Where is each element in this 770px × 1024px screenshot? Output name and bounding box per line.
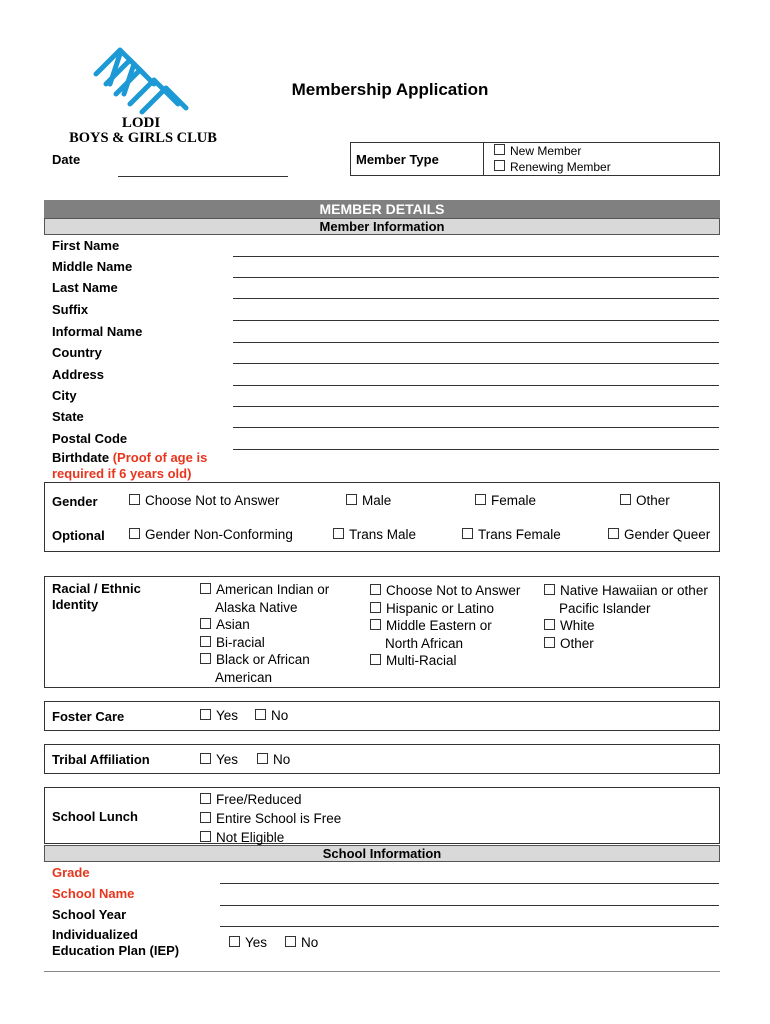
grade-field[interactable] — [220, 883, 719, 884]
biracial-checkbox[interactable]: Bi-racial — [200, 634, 360, 652]
city-field[interactable] — [233, 406, 719, 407]
country-label: Country — [52, 345, 102, 360]
race-choose-not-checkbox[interactable]: Choose Not to Answer — [370, 582, 540, 600]
iep-label: Individualized Education Plan (IEP) — [52, 927, 180, 958]
middle-name-label: Middle Name — [52, 259, 133, 274]
middle-name-field[interactable] — [233, 277, 719, 278]
multi-racial-checkbox[interactable]: Multi-Racial — [370, 652, 540, 670]
gender-choose-not-checkbox[interactable]: Choose Not to Answer — [129, 493, 279, 508]
gender-label: Gender — [52, 494, 98, 509]
foster-care-no-checkbox[interactable]: No — [255, 708, 288, 723]
checkbox-icon — [229, 936, 240, 947]
checkbox-icon — [494, 160, 505, 171]
suffix-label: Suffix — [52, 302, 89, 317]
race-column-1: American Indian or Alaska Native Asian Bi-racial Black or African American — [200, 581, 360, 686]
postal-code-label: Postal Code — [52, 431, 128, 446]
org-name-line1: LODI — [121, 115, 161, 131]
school-lunch-options — [200, 790, 400, 847]
school-lunch-label: School Lunch — [52, 809, 138, 824]
address-field[interactable] — [233, 385, 719, 386]
race-column-2: Choose Not to Answer Hispanic or Latino Middle Eastern or North African Multi-Racial — [370, 582, 540, 670]
member-type-label: Member Type — [356, 152, 439, 167]
gender-non-conforming-checkbox[interactable]: Gender Non-Conforming — [129, 527, 293, 542]
boys-girls-club-hands-logo-icon — [90, 44, 192, 118]
first-name-label: First Name — [52, 238, 120, 253]
address-label: Address — [52, 367, 105, 382]
checkbox-icon — [200, 812, 211, 823]
optional-label: Optional — [52, 528, 105, 543]
suffix-field[interactable] — [233, 320, 719, 321]
gender-male-checkbox[interactable]: Male — [346, 493, 391, 508]
checkbox-icon — [370, 584, 381, 595]
school-year-label: School Year — [52, 907, 127, 922]
checkbox-icon — [200, 793, 211, 804]
school-year-field[interactable] — [220, 926, 719, 927]
foster-care-yes-checkbox[interactable]: Yes — [200, 708, 238, 723]
checkbox-icon — [544, 584, 555, 595]
entire-school-free-checkbox[interactable]: Entire School is Free — [200, 809, 400, 828]
checkbox-icon — [200, 753, 211, 764]
checkbox-icon — [200, 653, 211, 664]
school-name-field[interactable] — [220, 905, 719, 906]
first-name-field[interactable] — [233, 256, 719, 257]
checkbox-icon — [255, 709, 266, 720]
iep-no-checkbox[interactable]: No — [285, 935, 318, 950]
race-column-3: Native Hawaiian or other Pacific Islander White Other — [544, 582, 719, 652]
checkbox-icon — [494, 144, 505, 155]
tribal-no-checkbox[interactable]: No — [257, 752, 290, 767]
informal-name-field[interactable] — [233, 342, 719, 343]
tribal-affiliation-label: Tribal Affiliation — [52, 752, 150, 767]
trans-male-checkbox[interactable]: Trans Male — [333, 527, 416, 542]
postal-code-field[interactable] — [233, 449, 719, 450]
page-title: Membership Application — [291, 80, 489, 99]
white-checkbox[interactable]: White — [544, 617, 719, 635]
school-information-header: School Information — [44, 845, 720, 862]
gender-female-checkbox[interactable]: Female — [475, 493, 536, 508]
country-field[interactable] — [233, 363, 719, 364]
foster-care-label: Foster Care — [52, 709, 125, 724]
checkbox-icon — [285, 936, 296, 947]
iep-yes-checkbox[interactable]: Yes — [229, 935, 267, 950]
checkbox-icon — [346, 494, 357, 505]
member-information-header: Member Information — [44, 218, 720, 235]
club-logo — [90, 44, 192, 118]
not-eligible-checkbox[interactable]: Not Eligible — [200, 828, 400, 847]
member-type-divider — [483, 142, 484, 176]
gender-other-checkbox[interactable]: Other — [620, 493, 670, 508]
checkbox-icon — [129, 528, 140, 539]
birthdate-note-line2: required if 6 years old) — [52, 466, 192, 481]
last-name-field[interactable] — [233, 298, 719, 299]
hispanic-latino-checkbox[interactable]: Hispanic or Latino — [370, 600, 540, 618]
native-hawaiian-checkbox[interactable]: Native Hawaiian or other — [544, 582, 719, 600]
state-field[interactable] — [233, 427, 719, 428]
asian-checkbox[interactable]: Asian — [200, 616, 360, 634]
race-label: Racial / Ethnic Identity — [52, 581, 141, 612]
last-name-label: Last Name — [52, 280, 118, 295]
checkbox-icon — [370, 602, 381, 613]
american-indian-checkbox[interactable]: American Indian or — [200, 581, 360, 599]
birthdate-label: Birthdate (Proof of age is required if 6 years old) — [52, 450, 208, 481]
state-label: State — [52, 409, 84, 424]
grade-label: Grade — [52, 865, 90, 880]
date-field[interactable] — [118, 176, 288, 177]
member-details-header: MEMBER DETAILS — [44, 200, 720, 218]
checkbox-icon — [475, 494, 486, 505]
gender-queer-checkbox[interactable]: Gender Queer — [608, 527, 710, 542]
tribal-yes-checkbox[interactable]: Yes — [200, 752, 238, 767]
renewing-member-checkbox[interactable]: Renewing Member — [494, 160, 611, 174]
checkbox-icon — [200, 636, 211, 647]
date-label: Date — [52, 152, 81, 167]
free-reduced-checkbox[interactable]: Free/Reduced — [200, 790, 400, 809]
checkbox-icon — [544, 637, 555, 648]
city-label: City — [52, 388, 77, 403]
iep-divider — [44, 971, 720, 972]
checkbox-icon — [370, 619, 381, 630]
checkbox-icon — [200, 831, 211, 842]
checkbox-icon — [200, 583, 211, 594]
checkbox-icon — [333, 528, 344, 539]
checkbox-icon — [129, 494, 140, 505]
checkbox-icon — [608, 528, 619, 539]
org-name-line2: BOYS & GIRLS CLUB — [69, 130, 217, 146]
birthdate-note: (Proof of age is — [112, 450, 208, 465]
checkbox-icon — [462, 528, 473, 539]
trans-female-checkbox[interactable]: Trans Female — [462, 527, 561, 542]
school-name-label: School Name — [52, 886, 135, 901]
checkbox-icon — [544, 619, 555, 630]
middle-eastern-checkbox[interactable]: Middle Eastern or — [370, 617, 540, 635]
foster-care-box — [44, 701, 720, 731]
black-african-american-checkbox[interactable]: Black or African — [200, 651, 360, 669]
checkbox-icon — [257, 753, 268, 764]
checkbox-icon — [200, 618, 211, 629]
race-other-checkbox[interactable]: Other — [544, 635, 719, 653]
checkbox-icon — [620, 494, 631, 505]
checkbox-icon — [200, 709, 211, 720]
informal-name-label: Informal Name — [52, 324, 143, 339]
new-member-checkbox[interactable]: New Member — [494, 144, 581, 158]
checkbox-icon — [370, 654, 381, 665]
